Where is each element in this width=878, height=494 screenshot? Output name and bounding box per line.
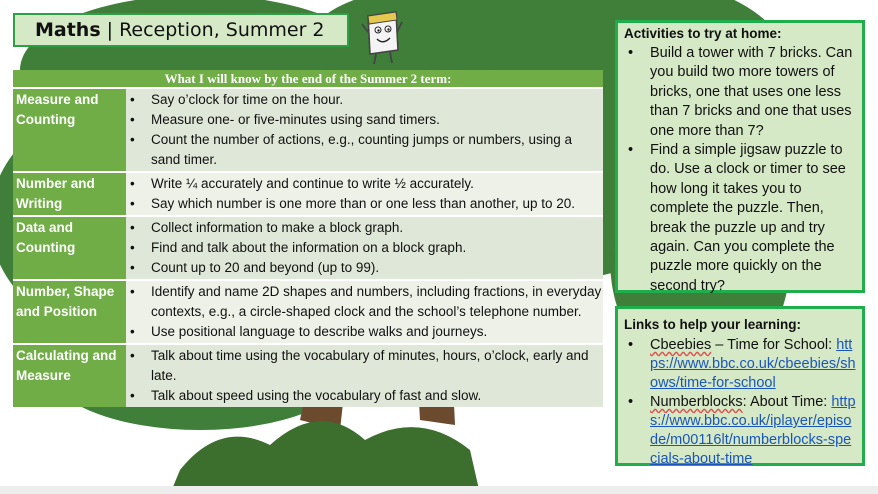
links-panel xyxy=(615,306,865,466)
activity-item: • Build a tower with 7 bricks. Can you build two more towers of bricks, one that uses one less than 7 bricks and one that uses one more than 7? xyxy=(624,44,856,141)
list-item: • Count up to 20 and beyond (up to 99). xyxy=(130,258,603,278)
course-subtitle: Reception, Summer 2 xyxy=(119,19,325,41)
knowledge-table xyxy=(13,70,603,407)
list-item: • Identify and name 2D shapes and numbers, including fractions, in everyday contexts, e.g., a circle-shaped clock and the school’s telephone number. xyxy=(130,282,603,322)
link-title: About Time: xyxy=(749,394,828,410)
links-heading: Links to help your learning: xyxy=(624,317,802,332)
list-item: • Measure one- or five-minutes using sand timers. xyxy=(130,110,603,130)
table-row xyxy=(13,280,603,344)
activities-heading: Activities to try at home: xyxy=(624,26,782,41)
cbeebies-link[interactable]: https://www.bbc.co.uk/cbeebies/shows/time-for-school xyxy=(650,337,856,391)
knowledge-table-heading: What I will know by the end of the Summer 2 term: xyxy=(13,70,603,88)
list-item: • Talk about time using the vocabulary of minutes, hours, o’clock, early and late. xyxy=(130,346,603,386)
row-category: Measure and Counting xyxy=(13,88,126,172)
table-row xyxy=(13,88,603,172)
mascot-icon xyxy=(360,6,404,66)
table-row xyxy=(13,344,603,407)
row-category: Number, Shape and Position xyxy=(13,280,126,344)
title-separator: | xyxy=(106,19,114,41)
list-item: • Collect information to make a block graph. xyxy=(130,218,603,238)
link-source-name: Numberblocks xyxy=(650,394,743,410)
list-item: • Count the number of actions, e.g., counting jumps or numbers, using a sand timer. xyxy=(130,130,603,170)
row-category: Calculating and Measure xyxy=(13,344,126,407)
list-item: • Write ¼ accurately and continue to write ½ accurately. xyxy=(130,174,603,194)
link-source-name: Cbeebies xyxy=(650,337,712,353)
row-category: Data and Counting xyxy=(13,216,126,280)
list-item: • Say which number is one more than or one less than another, up to 20. xyxy=(130,194,603,214)
list-item: • Say o’clock for time on the hour. xyxy=(130,90,603,110)
link-item xyxy=(624,393,856,469)
title-banner xyxy=(13,13,349,47)
activities-panel xyxy=(615,20,865,293)
list-item: • Use positional language to describe walks and journeys. xyxy=(130,322,603,342)
list-item: • Find and talk about the information on a block graph. xyxy=(130,238,603,258)
link-title: Time for School: xyxy=(727,337,833,353)
table-row xyxy=(13,172,603,216)
link-dash: : xyxy=(742,394,750,410)
row-category: Number and Writing xyxy=(13,172,126,216)
subject-title: Maths xyxy=(35,19,101,41)
link-dash: – xyxy=(711,337,728,353)
table-row xyxy=(13,216,603,280)
numberblocks-link[interactable]: https://www.bbc.co.uk/iplayer/episode/m00116lt/numberblocks-specials-about-time xyxy=(650,394,856,467)
activity-item: • Find a simple jigsaw puzzle to do. Use a clock or timer to see how long it takes you to complete the puzzle. Then, break the puzzle up and try again. Can you complete the puzzle more quickly on the second try? xyxy=(624,141,856,296)
link-item xyxy=(624,336,856,393)
list-item: • Talk about speed using the vocabulary of fast and slow. xyxy=(130,386,603,406)
